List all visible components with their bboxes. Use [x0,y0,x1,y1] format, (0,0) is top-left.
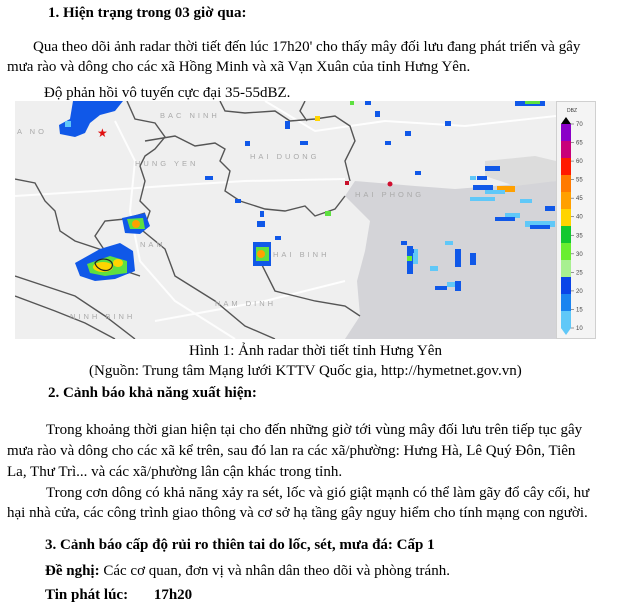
legend-arrow-bottom [561,328,571,335]
recommendation-text: Các cơ quan, đơn vị và nhân dân theo dõi và phòng tránh. [99,563,450,579]
legend-tick-label: 35 [576,233,583,240]
recommendation-label: Đề nghị: [45,563,100,579]
legend-tick-label: 55 [576,177,583,184]
city-dot-hai-phong [388,182,393,187]
issued-label: Tin phát lúc: [45,587,129,603]
legend-band [561,124,571,142]
legend-tick-label: 45 [576,196,583,203]
legend-band [561,294,571,312]
section2-para1-line2: mưa rào và dông cho các xã kể trên, sau đó lan ra các xã/phường: Hưng Hà, Lê Quý Đôn, Tiên [7,443,576,459]
section3-heading: 3. Cảnh báo cấp độ rủi ro thiên tai do lốc, sét, mưa đá: Cấp 1 [45,537,435,553]
section1-para1-line2: mưa rào và dông cho các xã Hồng Minh và xã Vạn Xuân của tỉnh Hưng Yên. [7,59,471,75]
legend-band [561,175,571,193]
legend-tick-label: 30 [576,251,583,258]
legend-band [561,209,571,227]
legend-band [561,158,571,176]
legend-tick-label: 10 [576,326,583,332]
legend-band [561,311,571,329]
legend-band [561,277,571,295]
map-label-ha-nam: NAM [140,240,166,249]
legend-tick-label: 60 [576,159,583,166]
section2-para2-line2: hại nhà cửa, các công trình giao thông và cơ sở hạ tầng gây nguy hiểm cho tính mạng con người. [7,505,588,521]
legend-unit: DBZ [567,108,577,114]
map-label-ninh-binh: NINH BINH [70,312,136,321]
section2-para1-line3: La, Thư Trì... và các xã/phường lân cận khác trong tỉnh. [7,464,343,480]
legend-band [561,260,571,278]
legend-colorbar [559,116,595,336]
legend-band [561,192,571,210]
legend-tick-label: 70 [576,122,583,128]
legend-band [561,141,571,159]
figure-source: (Nguồn: Trung tâm Mạng lưới KTTV Quốc gia, http://hymetnet.gov.vn) [89,363,522,379]
legend-arrow-top [561,117,571,124]
legend-tick-label: 40 [576,214,583,221]
section1-para2: Độ phản hồi vô tuyến cực đại 35-55dBZ. [44,85,291,101]
map-label-ha-noi: A NO [17,127,47,136]
legend-tick-label: 15 [576,307,583,314]
section1-heading: 1. Hiện trạng trong 03 giờ qua: [48,5,247,21]
map-label-hung-yen: HUNG YEN [135,159,199,168]
recommendation [45,563,450,580]
legend-band [561,243,571,261]
legend-band [561,226,571,244]
section2-para1-line1: Trong khoảng thời gian hiện tại cho đến những giờ tới vùng mây đối lưu trên tiếp tục gây [46,422,583,438]
issued-time-row [45,587,192,604]
figure-caption: Hình 1: Ảnh radar thời tiết tỉnh Hưng Yên [189,343,442,359]
map-label-bac-ninh: BAC NINH [160,111,220,120]
map-label-thai-binh: HAI BINH [273,250,330,259]
legend-tick-label: 25 [576,270,583,277]
legend-tick-label: 20 [576,288,583,295]
radar-map-image [15,101,556,339]
section1-para1-line1: Qua theo dõi ảnh radar thời tiết đến lúc 17h20' cho thấy mây đối lưu đang phát triển và gây [33,39,581,55]
sea-area [345,181,556,339]
map-label-hai-duong: HAI DUONG [250,152,320,161]
legend-tick-label: 65 [576,140,583,147]
section2-heading: 2. Cảnh báo khả năng xuất hiện: [48,385,257,401]
map-label-hai-phong: HAI PHONG [355,190,425,199]
issued-time: 17h20 [153,587,193,603]
star-marker-icon: ★ [97,126,108,140]
map-label-nam-dinh: NAM DINH [215,299,277,308]
radar-legend [556,101,596,339]
section2-para2-line1: Trong cơn dông có khả năng xảy ra sét, lốc và gió giật mạnh có thể làm gãy đổ cây cối, hư [46,485,590,501]
